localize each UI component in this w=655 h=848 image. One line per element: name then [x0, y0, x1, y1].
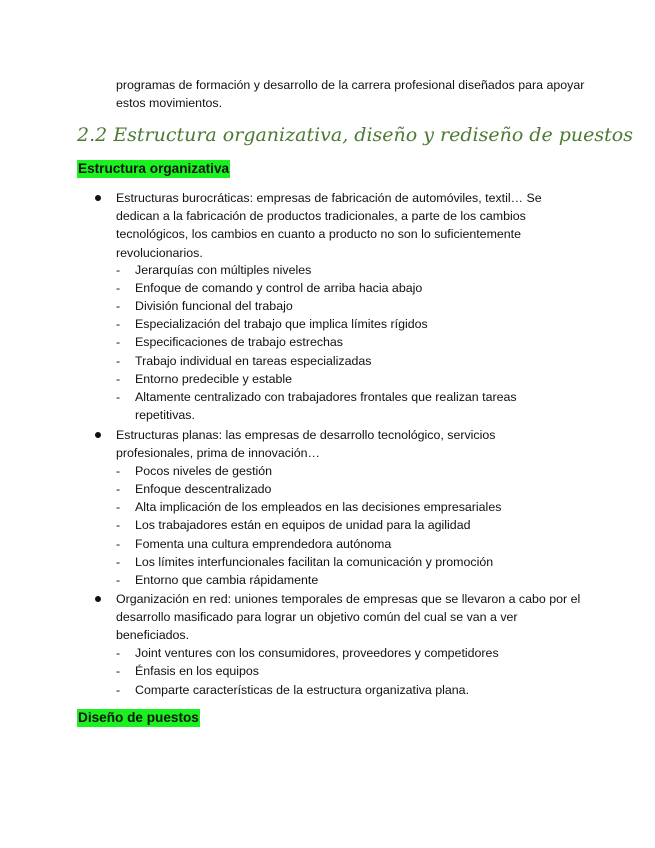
list-item: - Trabajo individual en tareas especializadas	[0, 352, 655, 370]
list-item: - Fomenta una cultura emprendedora autónoma	[0, 535, 655, 553]
list-item: - Especialización del trabajo que implica límites rígidos	[0, 315, 655, 333]
list-item: - Alta implicación de los empleados en las decisiones empresariales	[0, 498, 655, 516]
dash-marker: -	[116, 683, 121, 697]
list-item: - Enfoque de comando y control de arriba hacia abajo	[0, 279, 655, 297]
bullet-marker	[95, 432, 101, 438]
dash-marker: -	[116, 317, 121, 331]
list-item: - Los trabajadores están en equipos de unidad para la agilidad	[0, 516, 655, 534]
dash-marker: -	[116, 354, 121, 368]
dash-marker: -	[116, 646, 121, 660]
list-item: - Comparte características de la estructura organizativa plana.	[0, 681, 655, 699]
section-heading: 2.2 Estructura organizativa, diseño y rediseño de puestos	[77, 124, 633, 146]
list-item: - Énfasis en los equipos	[0, 662, 655, 680]
dash-marker: -	[116, 281, 121, 295]
dash-marker: -	[116, 664, 121, 678]
dash-marker: -	[116, 299, 121, 313]
list-item: - Entorno predecible y estable	[0, 370, 655, 388]
dash-marker: -	[116, 263, 121, 277]
list-item: - Joint ventures con los consumidores, proveedores y competidores	[0, 644, 655, 662]
dash-marker: -	[116, 537, 121, 551]
dash-marker: -	[116, 573, 121, 587]
dash-marker: -	[116, 500, 121, 514]
list-item: - Jerarquías con múltiples niveles	[0, 261, 655, 279]
list-item: - Especificaciones de trabajo estrechas	[0, 333, 655, 351]
dash-marker: -	[116, 464, 121, 478]
list-item: - Pocos niveles de gestión	[0, 462, 655, 480]
list-item: - Altamente centralizado con trabajadores frontales que realizan tareas repetitivas.	[116, 390, 517, 423]
bullet-marker	[95, 596, 101, 602]
list-item: - Entorno que cambia rápidamente	[0, 571, 655, 589]
list-item: - Los límites interfuncionales facilitan la comunicación y promoción	[0, 553, 655, 571]
dash-marker: -	[116, 482, 121, 496]
dash-marker: -	[116, 390, 121, 404]
bullet-marker	[95, 195, 101, 201]
subheading-diseno: Diseño de puestos	[78, 710, 199, 725]
subheading-estructura: Estructura organizativa	[78, 161, 230, 176]
bullet-burocraticas: Estructuras burocráticas: empresas de fabricación de automóviles, textil… Se dedican a la fabricación de productos tradicionales, a parte de los cambios tecnológicos, los cambios en cuanto a producto no son lo suficientemente revolucionarios.	[116, 191, 542, 260]
list-item: - División funcional del trabajo	[0, 297, 655, 315]
dash-marker: -	[116, 555, 121, 569]
dash-marker: -	[116, 335, 121, 349]
bullet-red: Organización en red: uniones temporales de empresas que se llevaron a cabo por el desarrollo masificado para lograr un objetivo común del cual se van a ver beneficiados.	[116, 592, 581, 643]
list-item: - Enfoque descentralizado	[0, 480, 655, 498]
intro-paragraph: programas de formación y desarrollo de la carrera profesional diseñados para apoyar estos movimientos.	[116, 78, 585, 111]
bullet-planas: Estructuras planas: las empresas de desarrollo tecnológico, servicios profesionales, prima de innovación…	[116, 428, 496, 461]
dash-marker: -	[116, 518, 121, 532]
dash-marker: -	[116, 372, 121, 386]
